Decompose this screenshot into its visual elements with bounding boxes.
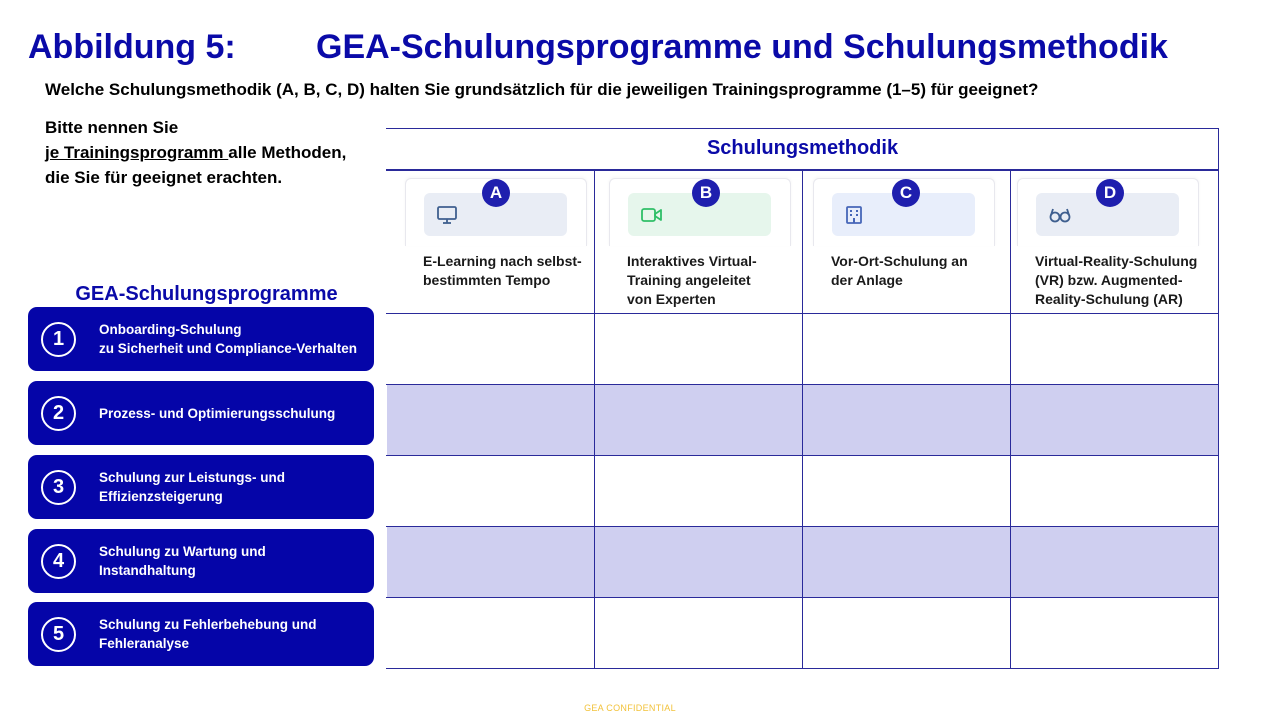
programs-header: GEA-Schulungsprogramme: [75, 283, 338, 305]
program-label: Schulung zu Fehlerbehebung und Fehleranalyse: [99, 617, 317, 651]
figure-heading: GEA-Schulungsprogramme und Schulungsmethodik: [316, 28, 1168, 66]
program-item-1: [28, 307, 374, 371]
video-camera-icon: [640, 205, 664, 225]
method-c-label: Vor-Ort-Schulung an der Anlage: [831, 253, 968, 288]
method-b-badge: B: [692, 179, 720, 207]
program-number: 3: [41, 470, 76, 505]
grid-col-line: [1010, 170, 1011, 669]
building-icon: [844, 205, 864, 225]
grid-col-line: [802, 170, 803, 669]
program-label: Onboarding-Schulung zu Sicherheit und Compliance-Verhalten: [99, 322, 358, 356]
instruction-text: [45, 115, 385, 190]
grid-col-line: [594, 170, 595, 669]
question-text: Welche Schulungsmethodik (A, B, C, D) halten Sie grundsätzlich für die jeweiligen Trainingsprogramme (1–5) für geeignet?: [45, 80, 1039, 99]
method-d-label: Virtual-Reality-Schulung (VR) bzw. Augmented- Reality-Schulung (AR): [1035, 253, 1198, 307]
method-a-label: E-Learning nach selbst- bestimmten Tempo: [423, 253, 582, 288]
method-a-badge: A: [482, 179, 510, 207]
program-number: 1: [41, 322, 76, 357]
monitor-icon: [436, 205, 458, 225]
program-item-3: [28, 455, 374, 519]
grid-row-band-2: [387, 385, 1219, 456]
program-number: 4: [41, 544, 76, 579]
grid-top-border: [386, 128, 1219, 129]
program-label: Schulung zur Leistungs- und Effizienzsteigerung: [99, 470, 285, 504]
glasses-icon: [1048, 205, 1072, 225]
program-item-5: [28, 602, 374, 666]
method-c-badge: C: [892, 179, 920, 207]
confidential-footer: GEA CONFIDENTIAL: [584, 703, 676, 713]
program-number: 5: [41, 617, 76, 652]
method-d-badge: D: [1096, 179, 1124, 207]
figure-title: [28, 28, 1168, 67]
instruction-underlined: je Trainingsprogramm: [45, 143, 229, 162]
program-number: 2: [41, 396, 76, 431]
program-label: Schulung zu Wartung und Instandhaltung: [99, 544, 266, 578]
instruction-rest: alle Methoden,: [228, 143, 347, 162]
method-b-label: Interaktives Virtual- Training angeleitet von Experten: [627, 253, 757, 307]
methods-header: Schulungsmethodik: [706, 137, 899, 159]
grid-row-band-4: [387, 527, 1219, 598]
instruction-line-1: Bitte nennen Sie: [45, 118, 179, 137]
program-item-4: [28, 529, 374, 593]
program-label: Prozess- und Optimierungsschulung: [99, 405, 336, 421]
program-item-2: [28, 381, 374, 445]
instruction-line-3: die Sie für geeignet erachten.: [45, 168, 283, 187]
figure-number: Abbildung 5:: [28, 28, 236, 66]
grid-right-border: [1218, 128, 1219, 669]
